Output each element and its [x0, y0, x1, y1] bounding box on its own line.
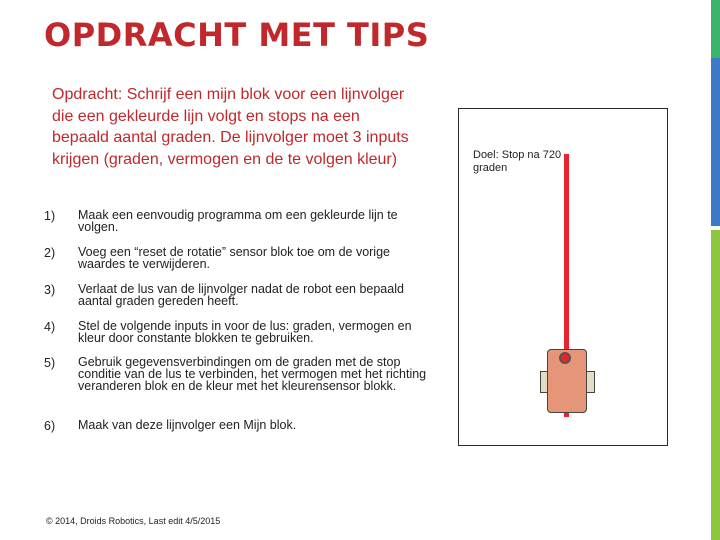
task-description: Opdracht: Schrijf een mijn blok voor een lijnvolger die een gekleurde lijn volgt en stops na een bepaald aantal graden. De lijnvolger moet 3 inputs krijgen (graden, vermogen en de te volgen kleur) — [52, 86, 409, 168]
slide-title: OPDRACHT MET TIPS — [44, 16, 430, 54]
step-text: Maak van deze lijnvolger een Mijn blok. — [78, 418, 297, 432]
footer-copyright: © 2014, Droids Robotics, Last edit 4/5/2015 — [46, 516, 221, 526]
step-number: 4) — [44, 320, 56, 334]
color-sensor-icon — [559, 352, 571, 364]
goal-label: Doel: Stop na 720 graden — [473, 149, 562, 174]
step-number: 6) — [44, 419, 56, 433]
step-text: Stel de volgende inputs in voor de lus: graden, vermogen en kleur door constante blokken te gebruiken. — [78, 319, 412, 345]
step-text: Gebruik gegevensverbindingen om de graden met de stop conditie van de lus te verbinden, het vermogen met het richting veranderen blok en de kleur met het kleurensensor blokk. — [78, 355, 427, 393]
accent-stripe-green — [711, 0, 720, 58]
step-text: Voeg een “reset de rotatie” sensor blok toe om de vorige waardes te verwijderen. — [78, 245, 390, 271]
step-text: Verlaat de lus van de lijnvolger nadat de robot een bepaald aantal graden gereden heeft. — [78, 282, 404, 308]
step-text: Maak een eenvoudig programma om een gekleurde lijn te volgen. — [78, 208, 398, 234]
robot-right-wheel — [586, 371, 595, 393]
line-follower-diagram — [458, 108, 668, 446]
step-number: 3) — [44, 283, 56, 297]
step-number: 2) — [44, 246, 56, 260]
step-number: 1) — [44, 209, 56, 223]
accent-stripe-lime — [711, 230, 720, 540]
step-number: 5) — [44, 356, 56, 370]
